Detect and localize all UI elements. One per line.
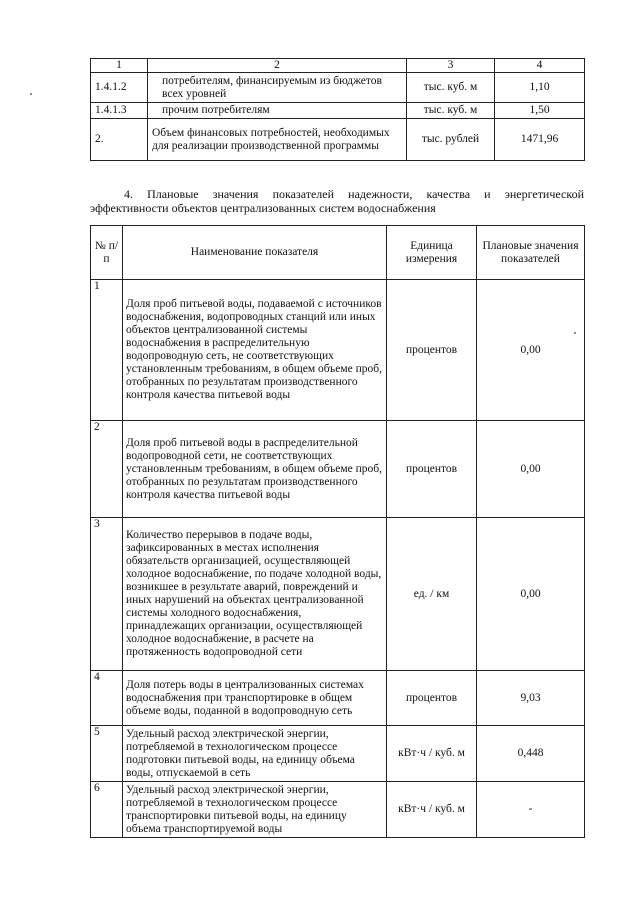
table-row bbox=[91, 421, 585, 518]
row-unit: кВт·ч / куб. м bbox=[387, 782, 477, 838]
row-value: 1,50 bbox=[495, 103, 585, 119]
row-name: Удельный расход электрической энергии, потребляемой в технологическом процессе транспортировки питьевой воды, на единицу объема транспортируемой воды bbox=[123, 782, 387, 838]
row-name: Доля потерь воды в централизованных системах водоснабжения при транспортировке в общем объеме воды, поданной в водопроводную сеть bbox=[123, 671, 387, 726]
row-name: Количество перерывов в подаче воды, зафиксированных в местах исполнения обязательств организацией, осуществляющей холодное водоснабжение, по подаче холодной воды, возникшее в результате аварий, повреждений и иных нарушений на объектах централизованной системы холодного водоснабжения, принадлежащих организации, осуществляющей холодное водоснабжение, в расчете на протяженность водопроводной сети bbox=[123, 518, 387, 671]
row-number: 2 bbox=[91, 421, 123, 518]
row-number: 6 bbox=[91, 782, 123, 838]
row-unit: кВт·ч / куб. м bbox=[387, 726, 477, 782]
scan-speck bbox=[30, 93, 32, 95]
section-heading-line: 4. Плановые значения показателей надежности, качества и энергетической bbox=[124, 187, 584, 201]
row-number: 4 bbox=[91, 671, 123, 726]
table-row bbox=[91, 726, 585, 782]
header-unit: Единица измерения bbox=[387, 226, 477, 280]
table-row bbox=[91, 782, 585, 838]
row-unit: процентов bbox=[387, 280, 477, 421]
row-unit: процентов bbox=[387, 671, 477, 726]
table-row bbox=[91, 119, 585, 161]
column-number: 4 bbox=[495, 59, 585, 73]
row-unit: тыс. рублей bbox=[407, 119, 495, 161]
table-row bbox=[91, 671, 585, 726]
row-number: 1.4.1.3 bbox=[91, 103, 148, 119]
row-name: Доля проб питьевой воды в распределительной водопроводной сети, не соответствующих установленным требованиям, в общем объеме проб, отобранных по результатам производственного контроля качества питьевой воды bbox=[123, 421, 387, 518]
table-row bbox=[91, 518, 585, 671]
row-value: 0,00 bbox=[477, 518, 585, 671]
table-row bbox=[91, 280, 585, 421]
header-number: № п/п bbox=[91, 226, 123, 280]
table-row bbox=[91, 73, 585, 103]
row-number: 3 bbox=[91, 518, 123, 671]
row-value: 1,10 bbox=[495, 73, 585, 103]
row-value: 0,00 bbox=[477, 421, 585, 518]
table-header-row bbox=[91, 59, 585, 73]
row-value: 0,448 bbox=[477, 726, 585, 782]
section-heading bbox=[90, 188, 584, 215]
row-number: 1 bbox=[91, 280, 123, 421]
row-value: - bbox=[477, 782, 585, 838]
section-heading-line: эффективности объектов централизованных систем водоснабжения bbox=[90, 200, 436, 215]
row-number: 5 bbox=[91, 726, 123, 782]
row-number: 1.4.1.2 bbox=[91, 73, 148, 103]
row-name: Удельный расход электрической энергии, потребляемой в технологическом процессе подготовки питьевой воды, на единицу объема воды, отпускаемой в сеть bbox=[123, 726, 387, 782]
row-value: 9,03 bbox=[477, 671, 585, 726]
production-program-table bbox=[90, 58, 585, 161]
column-number: 2 bbox=[148, 59, 407, 73]
row-unit: процентов bbox=[387, 421, 477, 518]
row-value: 0,00 bbox=[477, 280, 585, 421]
row-name: прочим потребителям bbox=[148, 103, 407, 119]
row-name: Объем финансовых потребностей, необходимых для реализации производственной программы bbox=[148, 119, 407, 161]
column-number: 1 bbox=[91, 59, 148, 73]
indicators-table bbox=[90, 225, 585, 838]
row-unit: тыс. куб. м bbox=[407, 73, 495, 103]
table-header-row bbox=[91, 226, 585, 280]
row-name: потребителям, финансируемым из бюджетов всех уровней bbox=[148, 73, 407, 103]
column-number: 3 bbox=[407, 59, 495, 73]
row-name: Доля проб питьевой воды, подаваемой с источников водоснабжения, водопроводных станций или иных объектов централизованной системы водоснабжения в распределительную водопроводную сеть, не соответствующих установленным требованиям, в общем объеме проб, отобранных по результатам производственного контроля качества питьевой воды bbox=[123, 280, 387, 421]
table-row bbox=[91, 103, 585, 119]
row-value: 1471,96 bbox=[495, 119, 585, 161]
header-value: Плановые значения показателей bbox=[477, 226, 585, 280]
row-number: 2. bbox=[91, 119, 148, 161]
row-unit: тыс. куб. м bbox=[407, 103, 495, 119]
header-name: Наименование показателя bbox=[123, 226, 387, 280]
row-unit: ед. / км bbox=[387, 518, 477, 671]
